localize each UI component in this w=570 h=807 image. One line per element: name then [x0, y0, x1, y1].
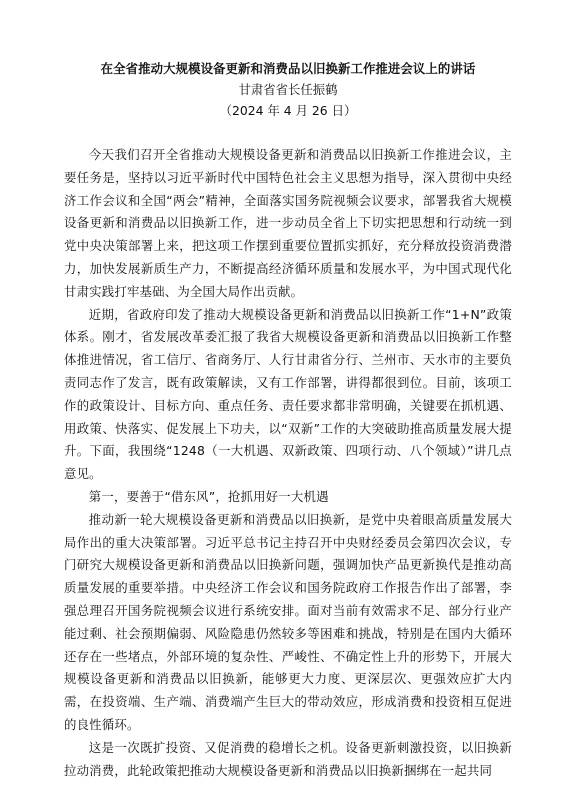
paragraph-policy: 近期，省政府印发了推动大规模设备更新和消费品以旧换新工作“1+N”政策体系。刚才，省发展改革委汇报了我省大规模设备更新和消费品以旧换新工作整体推进情况，省工信厅、省商务厅、人行甘肃省分行、兰州市、天水市的主要负责同志作了发言，既有政策解读，又有工作部署，讲得都很到位。目前，该项工作的政策设计、目标方向、重点任务、责任要求都非常明确，关键要在抓机遇、用政策、快落实、促发展上下功夫，以“双新”工作的大突破助推高质量发展大提升。下面，我围绕“1248（一大机遇、双新政策、四项行动、八个领域）”讲几点意见。: [64, 306, 512, 482]
speaker-line: 甘肃省省长任振鹤: [238, 82, 338, 97]
document-title: 在全省推动大规模设备更新和消费品以旧换新工作推进会议上的讲话: [100, 61, 476, 76]
paragraph-intro: 今天我们召开全省推动大规模设备更新和消费品以旧换新工作推进会议，主要任务是，坚持以习近平新时代中国特色社会主义思想为指导，深入贯彻中央经济工作会议和全国“两会”精神，全面落实国务院视频会议要求，部署我省大规模设备更新和消费品以旧换新工作，进一步动员全省上下切实把思想和行动统一到党中央决策部署上来，把这项工作摆到重要位置抓实抓好，充分释放投资消费潜力，加快发展新质生产力，不断提高经济循环质量和发展水平，为中国式现代化甘肃实践打牢基础、为全国大局作出贡献。: [64, 147, 512, 299]
section-heading-1: 第一，要善于“借东风”，抢抓用好一大机遇: [88, 488, 329, 504]
paragraph-opportunity: 推动新一轮大规模设备更新和消费品以旧换新，是党中央着眼高质量发展大局作出的重大决策部署。习近平总书记主持召开中央财经委员会第四次会议，专门研究大规模设备更新和消费品以旧换新问题，强调加快产品更新换代是推动高质量发展的重要举措。中央经济工作会议和国务院政府工作报告作出了部署，李强总理召开国务院视频会议进行系统安排。面对当前有效需求不足、部分行业产能过剩、社会预期偏弱、风险隐患仍然较多等困难和挑战，特别是在国内大循环还存在一些堵点，外部环境的复杂性、严峻性、不确定性上升的形势下，开展大规模设备更新和消费品以旧换新，能够更大力度、更深层次、更强效应扩大内需，在投资端、生产端、消费端产生巨大的带动效应，形成消费和投资相互促进的良性循环。: [64, 511, 512, 732]
speech-date: （2024 年 4 月 26 日）: [219, 103, 357, 118]
document-body: [64, 144, 512, 782]
paragraph-growth: 这是一次既扩投资、又促消费的稳增长之机。设备更新刺激投资，以旧换新拉动消费，此轮政策把推动大规模设备更新和消费品以旧换新捆绑在一起共同: [64, 739, 512, 778]
